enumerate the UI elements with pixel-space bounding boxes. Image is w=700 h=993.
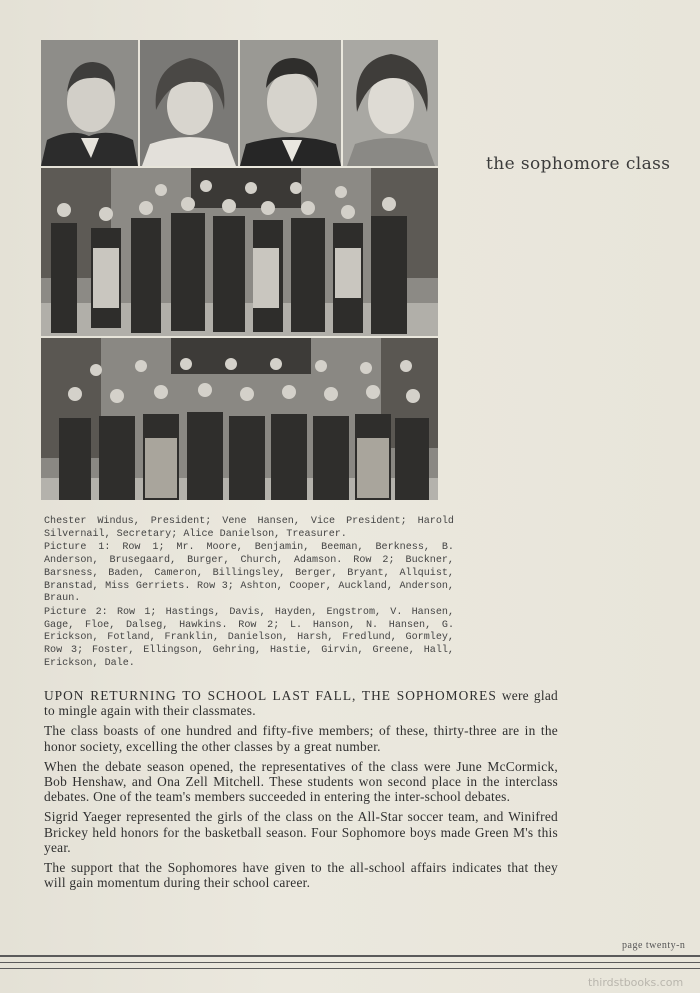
officers-caption: Chester Windus, President; Vene Hansen, Vice President; Harold Silvernail, Secretary; Alice Danielson, Treasurer. (44, 516, 454, 540)
footer-rule-1 (0, 955, 700, 957)
picture-2-caption: Picture 2: Row 1; Hastings, Davis, Hayden, Engstrom, V. Hansen, Gage, Floe, Dalseg, Hawkins. Row 2; L. Hanson, N. Hansen, G. Erickson, Fotland, Franklin, Danielson, Harsh, Fredlund, Gormley, Row 3; Foster, Ellingson, Gehring, Hastie, Girvin, Greene, Hall, Erickson, Dale. (44, 606, 454, 669)
paragraph-5: The support that the Sophomores have given to the all-school affairs indicates that they will gain momentum during their school career. (44, 860, 558, 891)
paragraph-3: When the debate season opened, the representatives of the class were June McCormick, Bob Henshaw, and Ona Zell Mitchell. These students won second place in the interclass debates. One of the team's members succeeded in entering the inter-school debates. (44, 758, 558, 805)
paragraph-4: Sigrid Yaeger represented the girls of the class on the All-Star soccer team, and Winifred Brickey held honors for the basketball season. Four Sophomore boys made Green M's this year. (44, 809, 558, 855)
footer-rule-2 (0, 962, 700, 963)
picture-1-caption: Picture 1: Row 1; Mr. Moore, Benjamin, Beeman, Berkness, B. Anderson, Brusegaard, Burger, Church, Adamson. Row 2; Buckner, Barsness, Baden, Cameron, Billingsley, Berger, Bryant, Allquist, Branstad, Miss Gerriets. Row 3; Ashton, Cooper, Auckland, Anderson, Braun. (44, 542, 454, 605)
section-title: the sophomore class (486, 154, 671, 174)
group-photo-1 (41, 168, 438, 336)
paragraph-1 (44, 688, 558, 718)
lead-in: UPON RETURNING TO SCHOOL LAST FALL, THE SOPHOMORES (44, 688, 497, 703)
portrait-photo-1 (41, 40, 138, 166)
footer-rule-3 (0, 968, 700, 969)
photo-captions (44, 516, 454, 671)
portrait-photo-2 (140, 40, 238, 166)
page-number: page twenty-n (622, 940, 686, 951)
portrait-photo-4 (343, 40, 438, 166)
portrait-photo-3 (240, 40, 341, 166)
watermark: thirdstbooks.com (588, 976, 684, 989)
group-photo-2 (41, 338, 438, 500)
article-body (44, 688, 558, 895)
paragraph-2: The class boasts of one hundred and fifty-five members; of these, thirty-three are in the honor society, excelling the other classes by a great number. (44, 723, 558, 754)
paragraph-1-rest: were glad to mingle again with their classmates. (44, 688, 558, 719)
